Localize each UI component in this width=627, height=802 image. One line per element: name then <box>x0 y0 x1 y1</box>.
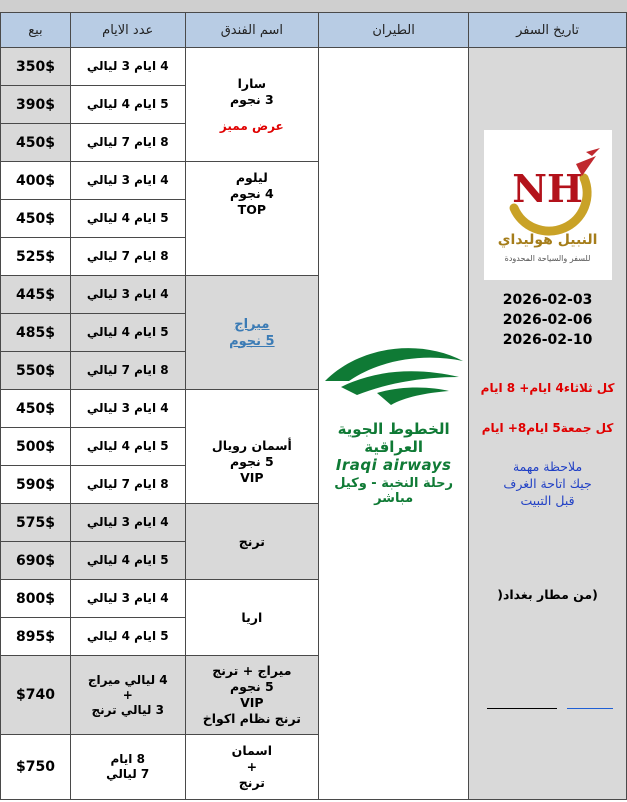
hotel-asman <box>185 390 319 504</box>
days-cell: 4 ايام 3 ليالي <box>70 390 185 428</box>
header-row <box>1 13 627 48</box>
days-cell: 5 ايام 4 ليالي <box>70 428 185 466</box>
hotel-mirage[interactable] <box>185 276 319 390</box>
divider-line <box>487 708 557 709</box>
airline-name-ar: الخطوط الجوية العراقية <box>337 420 450 456</box>
hotel-tier: VIP <box>240 469 264 485</box>
hotel-link[interactable]: ميراج <box>234 316 270 332</box>
logo-name: النبيل هوليداي <box>497 231 598 248</box>
trip-date: 2026-02-06 <box>502 311 593 328</box>
days-cell: 5 ايام 4 ليالي <box>70 542 185 580</box>
days-cell: 4 ايام 3 ليالي <box>70 276 185 314</box>
hotel-name: اريا <box>241 609 263 625</box>
price-cell: 550$ <box>1 352 71 390</box>
days-cell: 5 ايام 4 ليالي <box>70 314 185 352</box>
trip-date: 2026-02-10 <box>502 331 593 348</box>
price-cell: 445$ <box>1 276 71 314</box>
hotel-name: ترنج <box>238 533 265 549</box>
table-row <box>1 48 627 86</box>
price-cell: 575$ <box>1 504 71 542</box>
hotel-stars: 5 نجوم <box>229 679 274 694</box>
departure-airport: (من مطار بغداد( <box>497 586 598 602</box>
hotel-tarang <box>185 504 319 580</box>
days-cell: 4 ايام 3 ليالي <box>70 162 185 200</box>
schedule-notes <box>469 378 626 438</box>
hotel-name: اسمان <box>231 743 272 758</box>
days-cell: 4 ايام 3 ليالي <box>70 580 185 618</box>
header-airline: الطيران <box>319 13 469 48</box>
hotel-stars: 5 نجوم <box>229 453 274 469</box>
logo-tagline: للسفر والسياحة المحدودة <box>504 253 591 263</box>
days-cell: 8 ايام 7 ليالي <box>70 124 185 162</box>
days-cell: 8 ايام 7 ليالي <box>70 466 185 504</box>
hotel-stars: 4 نجوم <box>229 186 274 201</box>
hotel-name: أسمان رويال <box>211 437 292 453</box>
days-line: 3 ليالي ترنج <box>91 702 164 717</box>
hotel-lilium <box>185 162 319 276</box>
days-line: 4 ليالي ميراج <box>87 672 168 687</box>
header-trip-date: تاريخ السفر <box>469 13 627 48</box>
logo-letters: NH <box>512 165 583 211</box>
header-sale: بيع <box>1 13 71 48</box>
special-offer-label: عرض مميز <box>219 118 284 133</box>
hotel-plus: + <box>246 759 258 774</box>
price-cell: 450$ <box>1 390 71 428</box>
hotel-stars: 3 نجوم <box>229 91 274 107</box>
price-cell: 450$ <box>1 124 71 162</box>
company-logo <box>484 130 612 280</box>
days-line: 8 ايام <box>110 752 145 766</box>
price-cell: 485$ <box>1 314 71 352</box>
trip-date: 2026-02-03 <box>502 291 593 308</box>
header-days-count: عدد الايام <box>70 13 185 48</box>
days-cell: 4 ايام 3 ليالي <box>70 504 185 542</box>
price-cell: 390$ <box>1 86 71 124</box>
schedule-line: كل ثلاثاء4 ايام+ 8 ايام <box>480 380 615 395</box>
schedule-line: كل جمعة5 ايام8+ ايام <box>481 420 614 435</box>
hotel-tier: VIP <box>240 695 264 710</box>
hotel-combo-asman-tarang <box>185 735 319 800</box>
hotel-combo-mirage-tarang <box>185 656 319 735</box>
days-cell <box>70 735 185 800</box>
airline-name-en: Iraqi airways <box>335 456 452 474</box>
hotel-name: ميراج + ترنج <box>212 663 292 678</box>
price-cell: 690$ <box>1 542 71 580</box>
airline-subtitle: رحلة النخبة - وكيل مباشر <box>334 476 454 506</box>
price-cell: 450$ <box>1 200 71 238</box>
hotel-note: ترنج نظام اكواخ <box>202 711 301 726</box>
hotel-sara <box>185 48 319 162</box>
signature-lines <box>469 708 626 718</box>
hotel-link[interactable]: 5 نجوم <box>229 333 275 349</box>
note-line: جيك اتاحة الغرف <box>503 475 592 491</box>
price-cell: $740 <box>1 656 71 735</box>
note-title: ملاحظة مهمة <box>512 458 583 474</box>
trip-info-cell <box>469 48 627 800</box>
trip-dates <box>469 290 626 350</box>
price-cell: 590$ <box>1 466 71 504</box>
hotel-name: ليلوم <box>235 170 268 185</box>
days-cell: 5 ايام 4 ليالي <box>70 200 185 238</box>
days-cell: 8 ايام 7 ليالي <box>70 352 185 390</box>
airline-bird-logo-icon <box>321 341 467 411</box>
airline-cell <box>319 48 469 800</box>
price-cell: 350$ <box>1 48 71 86</box>
package-table <box>0 12 627 800</box>
price-cell: 525$ <box>1 238 71 276</box>
price-cell: 895$ <box>1 618 71 656</box>
days-cell: 4 ايام 3 ليالي <box>70 48 185 86</box>
price-cell: 500$ <box>1 428 71 466</box>
days-cell: 8 ايام 7 ليالي <box>70 238 185 276</box>
important-note <box>469 458 626 509</box>
price-cell: 800$ <box>1 580 71 618</box>
price-cell: $750 <box>1 735 71 800</box>
price-cell: 400$ <box>1 162 71 200</box>
hotel-name: سارا <box>237 75 267 91</box>
hotel-arya <box>185 580 319 656</box>
header-hotel-name: اسم الفندق <box>185 13 319 48</box>
divider-line <box>567 708 613 709</box>
hotel-name: ترنج <box>238 775 265 790</box>
days-line: 7 ليالي <box>106 767 150 781</box>
days-cell: 5 ايام 4 ليالي <box>70 86 185 124</box>
days-cell <box>70 656 185 735</box>
hotel-tier: TOP <box>237 202 266 217</box>
note-line: قبل التبيت <box>520 492 575 508</box>
days-cell: 5 ايام 4 ليالي <box>70 618 185 656</box>
days-line: + <box>122 687 133 702</box>
